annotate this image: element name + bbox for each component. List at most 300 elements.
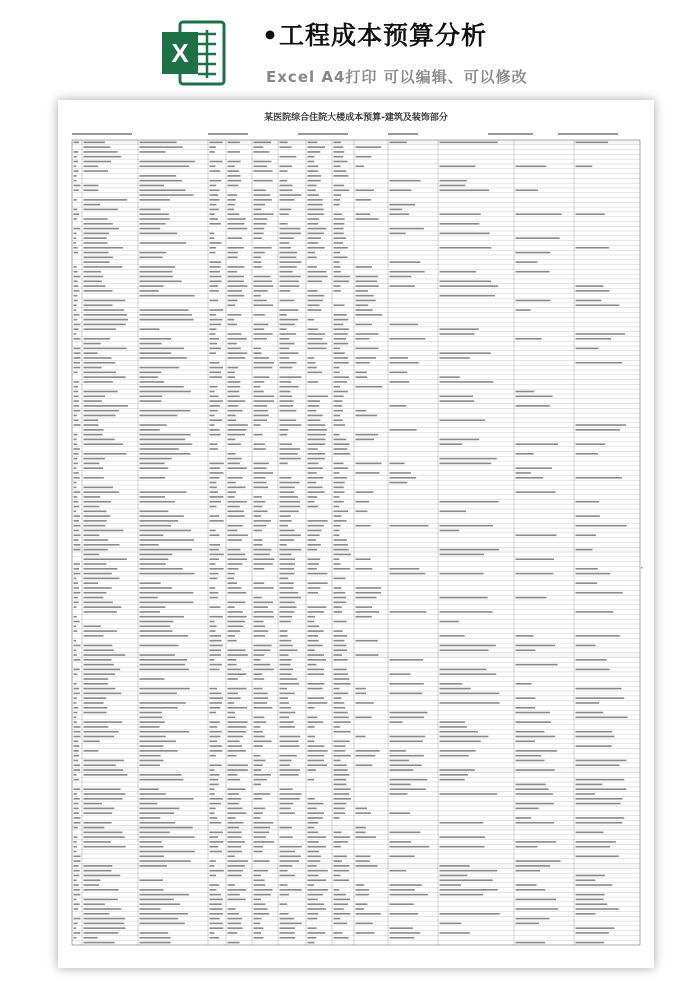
cell-text — [280, 376, 302, 378]
cell-text — [74, 362, 81, 364]
cell-text — [228, 841, 246, 843]
cell-text — [140, 271, 173, 273]
cell-text — [334, 472, 340, 474]
cell-text — [280, 510, 299, 512]
cell-text — [228, 247, 245, 249]
cell-text — [228, 165, 235, 167]
cell-text — [334, 530, 340, 532]
cell-text — [228, 515, 245, 517]
cell-text — [390, 261, 421, 263]
cell-text — [334, 846, 341, 848]
cell-text — [308, 860, 321, 862]
cell-text — [74, 237, 77, 239]
cell-text — [390, 372, 408, 374]
cell-text — [334, 405, 343, 407]
cell-text — [280, 463, 288, 465]
cell-text — [84, 731, 119, 733]
cell-text — [308, 501, 315, 503]
cell-text — [140, 707, 178, 709]
cell-text — [356, 295, 374, 297]
cell-text — [356, 717, 372, 719]
cell-text — [280, 424, 302, 426]
cell-text — [440, 233, 490, 235]
cell-text — [74, 443, 78, 445]
cell-text — [334, 602, 347, 604]
cell-text — [390, 788, 426, 790]
cell-text — [308, 625, 320, 627]
cell-text — [228, 554, 246, 556]
cell-text — [334, 194, 341, 196]
cell-text — [140, 573, 195, 575]
cell-text — [356, 812, 371, 814]
cell-text — [140, 865, 167, 867]
cell-text — [84, 554, 100, 556]
cell-text — [210, 477, 220, 479]
cell-text — [440, 894, 484, 896]
cell-text — [576, 304, 620, 306]
cell-text — [334, 908, 344, 910]
cell-text — [254, 707, 273, 709]
cell-text — [84, 151, 118, 153]
cell-text — [74, 630, 78, 632]
cell-text — [356, 415, 377, 417]
cell-text — [308, 832, 319, 834]
cell-text — [308, 233, 325, 235]
cell-text — [280, 410, 297, 412]
cell-text — [140, 693, 177, 695]
cell-text — [280, 496, 299, 498]
cell-text — [356, 146, 382, 148]
cell-text — [228, 424, 248, 426]
cell-text — [210, 180, 222, 182]
cell-text — [228, 812, 247, 814]
cell-text — [390, 683, 424, 685]
cell-text — [356, 587, 382, 589]
cell-text — [280, 645, 293, 647]
cell-text — [74, 295, 78, 297]
cell-text — [308, 544, 321, 546]
cell-text — [308, 760, 324, 762]
cell-text — [576, 453, 599, 455]
cell-text — [84, 419, 99, 421]
cell-text — [210, 894, 222, 896]
cell-text — [84, 525, 106, 527]
cell-text — [516, 491, 556, 493]
cell-text — [334, 233, 344, 235]
cell-text — [84, 443, 123, 445]
cell-text — [140, 199, 170, 201]
cell-text — [516, 860, 561, 862]
cell-text — [84, 185, 99, 187]
cell-text — [228, 395, 240, 397]
cell-text — [280, 343, 295, 345]
cell-text — [390, 750, 406, 752]
cell-text — [140, 257, 163, 259]
cell-text — [440, 774, 468, 776]
cell-text — [308, 659, 327, 661]
cell-text — [576, 942, 605, 944]
cell-text — [254, 702, 267, 704]
cell-text — [280, 391, 291, 393]
cell-text — [140, 228, 161, 230]
cell-text — [140, 520, 179, 522]
cell-text — [254, 779, 267, 781]
cell-text — [140, 808, 180, 810]
cell-text — [140, 266, 176, 268]
cell-text — [334, 477, 348, 479]
cell-text — [280, 271, 293, 273]
cell-text — [440, 726, 467, 728]
cell-text — [334, 659, 348, 661]
cell-text — [228, 721, 248, 723]
cell-text — [140, 851, 195, 853]
cell-text — [74, 395, 79, 397]
cell-text — [334, 261, 340, 263]
cell-text — [84, 750, 99, 752]
cell-text — [356, 736, 366, 738]
cell-text — [228, 185, 239, 187]
cell-text — [356, 884, 365, 886]
cell-text — [228, 372, 235, 374]
cell-text — [140, 841, 162, 843]
cell-text — [228, 386, 241, 388]
cell-text — [74, 726, 81, 728]
cell-text — [74, 400, 80, 402]
cell-text — [334, 937, 349, 939]
cell-text — [228, 712, 236, 714]
cell-text — [308, 151, 321, 153]
cell-text — [308, 568, 317, 570]
cell-text — [516, 889, 546, 891]
cell-text — [74, 357, 81, 359]
cell-text — [576, 803, 621, 805]
cell-text — [140, 942, 171, 944]
cell-text — [308, 280, 323, 282]
cell-text — [308, 927, 317, 929]
cell-text — [334, 673, 348, 675]
cell-text — [254, 170, 273, 172]
cell-text — [254, 563, 273, 565]
cell-text — [254, 836, 266, 838]
cell-text — [84, 664, 114, 666]
cell-text — [334, 554, 351, 556]
cell-text — [210, 889, 217, 891]
cell-text — [74, 855, 81, 857]
cell-text — [84, 544, 120, 546]
cell-text — [140, 218, 170, 220]
cell-text — [228, 237, 243, 239]
cell-text — [84, 189, 99, 191]
cell-text — [140, 702, 186, 704]
cell-text — [254, 808, 266, 810]
cell-text — [280, 774, 299, 776]
cell-text — [576, 611, 614, 613]
cell-text — [84, 645, 113, 647]
cell-text — [84, 927, 126, 929]
cell-text — [74, 731, 81, 733]
cell-text — [308, 223, 319, 225]
cell-text — [228, 405, 239, 407]
cell-text — [334, 328, 349, 330]
cell-text — [308, 697, 325, 699]
cell-text — [334, 774, 350, 776]
cell-text — [210, 803, 222, 805]
cell-text — [334, 467, 349, 469]
cell-text — [228, 549, 241, 551]
cell-text — [84, 156, 122, 158]
cell-text — [334, 745, 346, 747]
cell-text — [210, 875, 217, 877]
cell-text — [84, 803, 102, 805]
cell-text — [308, 448, 318, 450]
cell-text — [74, 788, 81, 790]
cell-text — [74, 348, 81, 350]
cell-text — [334, 865, 350, 867]
cell-text — [280, 578, 289, 580]
cell-text — [140, 491, 187, 493]
cell-text — [228, 688, 247, 690]
cell-text — [254, 324, 269, 326]
cell-text — [390, 889, 415, 891]
cell-text — [210, 443, 218, 445]
cell-text — [308, 870, 328, 872]
cell-text — [308, 836, 327, 838]
cell-text — [308, 721, 324, 723]
cell-text — [74, 276, 81, 278]
cell-text — [334, 903, 349, 905]
cell-text — [74, 688, 80, 690]
cell-text — [210, 372, 222, 374]
cell-text — [308, 745, 325, 747]
cell-text — [74, 199, 77, 201]
cell-text — [84, 496, 101, 498]
cell-text — [308, 185, 317, 187]
cell-text — [334, 578, 346, 580]
cell-text — [228, 290, 242, 292]
cell-text — [140, 669, 189, 671]
cell-text — [74, 314, 80, 316]
cell-text — [210, 487, 217, 489]
cell-text — [140, 582, 161, 584]
cell-text — [334, 170, 347, 172]
cell-text — [390, 673, 411, 675]
cell-text — [228, 664, 237, 666]
cell-text — [440, 669, 487, 671]
cell-text — [254, 142, 272, 144]
cell-text — [210, 218, 219, 220]
cell-text — [74, 717, 77, 719]
cell-text — [228, 391, 240, 393]
cell-text — [210, 812, 215, 814]
cell-text — [280, 247, 292, 249]
cell-text — [440, 740, 481, 742]
cell-text — [84, 439, 115, 441]
cell-text — [356, 213, 371, 215]
cell-text — [356, 501, 370, 503]
cell-text — [280, 419, 297, 421]
cell-text — [210, 721, 220, 723]
cell-text — [74, 702, 77, 704]
cell-text — [210, 573, 219, 575]
cell-text — [390, 271, 425, 273]
cell-text — [280, 640, 292, 642]
cell-text — [356, 189, 375, 191]
cell-text — [356, 836, 377, 838]
cell-text — [210, 400, 223, 402]
cell-text — [84, 424, 99, 426]
cell-text — [140, 788, 159, 790]
cell-text — [356, 908, 365, 910]
cell-text — [254, 223, 267, 225]
cell-text — [440, 573, 484, 575]
cell-text — [228, 673, 247, 675]
cell-text — [308, 276, 328, 278]
cell-text — [228, 860, 249, 862]
cell-text — [254, 261, 262, 263]
cell-text — [140, 530, 192, 532]
cell-text — [74, 290, 80, 292]
cell-text — [84, 467, 104, 469]
cell-text — [74, 755, 80, 757]
cell-text — [254, 913, 270, 915]
cell-text — [254, 645, 272, 647]
cell-text — [356, 290, 368, 292]
cell-text — [228, 750, 246, 752]
cell-text — [84, 453, 127, 455]
cell-text — [74, 606, 77, 608]
cell-text — [280, 362, 297, 364]
cell-text — [254, 443, 265, 445]
cell-text — [84, 683, 108, 685]
cell-text — [228, 726, 247, 728]
side-mark: • — [640, 565, 644, 572]
cell-text — [280, 554, 292, 556]
cell-text — [140, 515, 184, 517]
cell-text — [576, 913, 596, 915]
cell-text — [210, 774, 220, 776]
cell-text — [356, 324, 372, 326]
cell-text — [140, 597, 158, 599]
cell-text — [280, 367, 293, 369]
cell-text — [228, 582, 238, 584]
cell-text — [84, 343, 101, 345]
cell-text — [254, 496, 262, 498]
cell-text — [228, 319, 235, 321]
cell-text — [516, 923, 539, 925]
cell-text — [440, 793, 498, 795]
cell-text — [308, 726, 315, 728]
cell-text — [84, 798, 123, 800]
cell-text — [140, 937, 171, 939]
cell-text — [84, 808, 115, 810]
cell-text — [74, 391, 79, 393]
cell-text — [308, 271, 327, 273]
cell-text — [280, 395, 293, 397]
cell-text — [516, 822, 554, 824]
cell-text — [140, 918, 179, 920]
cell-text — [254, 860, 270, 862]
cell-text — [228, 808, 243, 810]
cell-text — [280, 453, 298, 455]
cell-text — [74, 659, 81, 661]
cell-text — [254, 918, 262, 920]
cell-text — [84, 697, 107, 699]
cell-text — [84, 889, 119, 891]
cell-text — [210, 328, 217, 330]
cell-text — [280, 515, 291, 517]
cell-text — [140, 549, 192, 551]
cell-text — [228, 606, 235, 608]
cell-text — [280, 573, 295, 575]
cell-text — [84, 688, 116, 690]
cell-text — [84, 252, 109, 254]
cell-text — [390, 659, 424, 661]
cell-text — [84, 400, 102, 402]
cell-text — [334, 146, 344, 148]
cell-text — [228, 223, 245, 225]
cell-text — [228, 415, 236, 417]
cell-text — [308, 156, 315, 158]
cell-text — [280, 740, 299, 742]
cell-text — [280, 558, 295, 560]
cell-text — [334, 784, 347, 786]
cell-text — [140, 424, 167, 426]
cell-text — [280, 458, 301, 460]
cell-text — [228, 400, 246, 402]
cell-text — [334, 688, 340, 690]
cell-text — [440, 779, 465, 781]
cell-text — [228, 774, 238, 776]
cell-text — [440, 501, 499, 503]
cell-text — [210, 520, 224, 522]
cell-text — [440, 923, 462, 925]
cell-text — [74, 908, 79, 910]
cell-text — [308, 189, 316, 191]
cell-text — [140, 280, 182, 282]
cell-text — [440, 721, 466, 723]
cell-text — [210, 937, 220, 939]
cell-text — [356, 568, 373, 570]
cell-text — [74, 779, 80, 781]
cell-text — [74, 884, 79, 886]
cell-text — [516, 165, 547, 167]
cell-text — [74, 491, 81, 493]
cell-text — [84, 702, 104, 704]
cell-text — [210, 932, 215, 934]
cell-text — [280, 932, 295, 934]
cell-text — [84, 712, 107, 714]
cell-text — [356, 693, 367, 695]
cell-text — [210, 899, 223, 901]
cell-text — [280, 654, 289, 656]
cell-text — [356, 218, 379, 220]
cell-text — [84, 908, 122, 910]
cell-text — [210, 290, 219, 292]
cell-text — [356, 865, 378, 867]
cell-text — [516, 769, 555, 771]
cell-text — [254, 328, 265, 330]
cell-text — [254, 266, 262, 268]
cell-text — [334, 448, 348, 450]
cell-text — [516, 472, 531, 474]
cell-text — [84, 395, 106, 397]
cell-text — [308, 415, 323, 417]
cell-text — [390, 784, 411, 786]
cell-text — [74, 453, 79, 455]
cell-text — [576, 784, 603, 786]
cell-text — [280, 649, 298, 651]
cell-text — [84, 285, 106, 287]
